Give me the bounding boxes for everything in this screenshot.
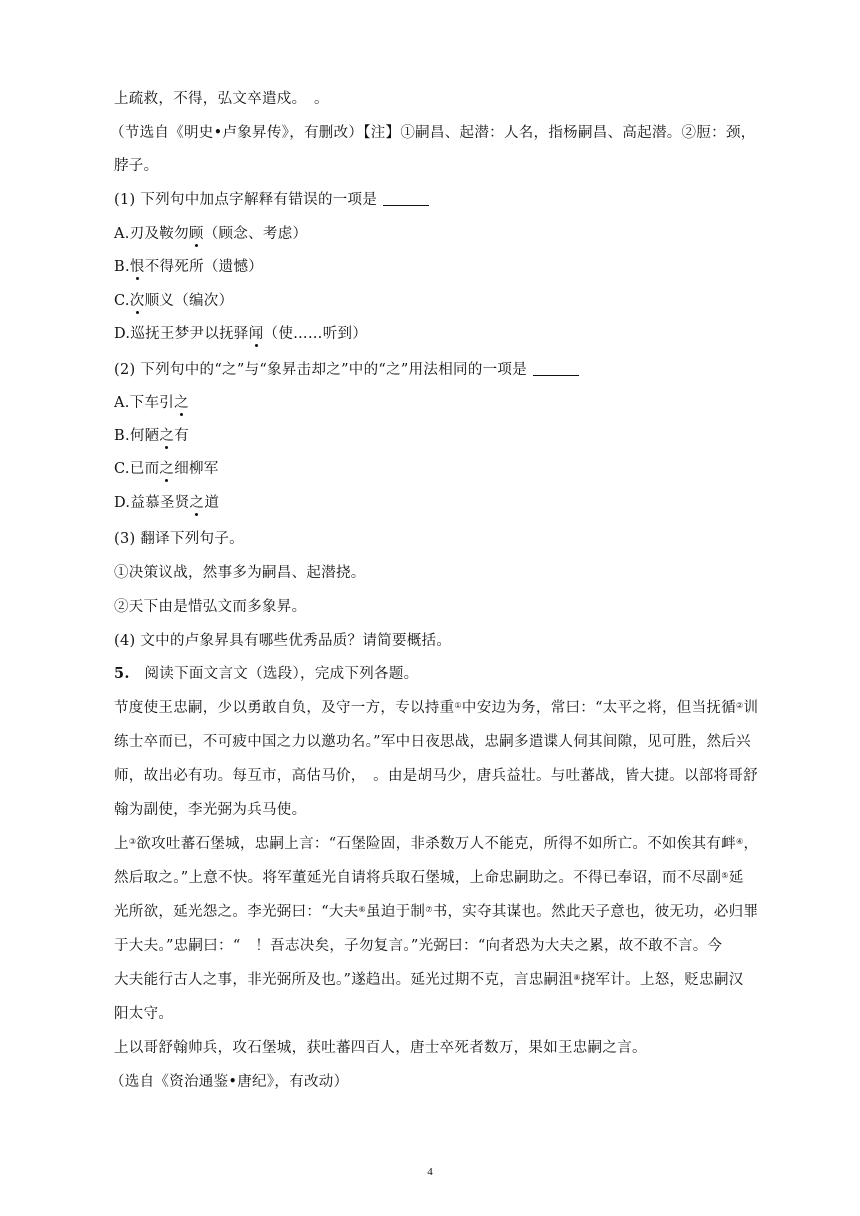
answer-blank[interactable] bbox=[383, 191, 429, 206]
dotted-char: 之 bbox=[174, 395, 189, 411]
source-note-line: （节选自《明史•卢象昇传》，有删改）【注】①嗣昌、起潜：人名，指杨嗣昌、高起潜。②脰：颈， bbox=[110, 125, 756, 141]
dotted-char: 次 bbox=[129, 293, 145, 309]
passage-line: 上以哥舒翰帅兵，攻石堡城，获吐蕃四百人，唐士卒死者数万，果如王忠嗣之言。 bbox=[114, 1040, 647, 1056]
text-line: 脖子。 bbox=[114, 158, 159, 174]
passage-line: 练士卒而已，不可疲中国之力以邀功名。”军中日夜思战，忠嗣多遣谍人伺其间隙，见可胜，然后兴 bbox=[114, 734, 751, 750]
passage-line: 然后取之。”上意不快。将军董延光自请将兵取石堡城，上命忠嗣助之。不得已奉诏，而不尽副⑤延 bbox=[114, 870, 744, 886]
passage-line: 大夫能行古人之事，非光弼所及也。”遂趋出。延光过期不克，言忠嗣沮⑧挠军计。上怒，贬忠嗣汉 bbox=[114, 972, 744, 988]
page-number: 4 bbox=[427, 1166, 433, 1178]
question-1-stem bbox=[114, 190, 429, 210]
question-1-text: (1) 下列句中加点字解释有错误的一项是 bbox=[114, 192, 378, 208]
question-1-option-a: A.刃及鞍勿顾（顾念、考虑） bbox=[114, 226, 308, 242]
question-1-option-c: C.次顺义（编次） bbox=[114, 293, 234, 309]
dotted-char: 顾 bbox=[188, 226, 204, 242]
question-5-heading bbox=[114, 664, 418, 684]
question-2-text: (2) 下列句中的“之”与“象昇击却之”中的“之”用法相同的一项是 bbox=[114, 362, 528, 378]
question-1-option-b: B.恨不得死所（遗憾） bbox=[114, 259, 264, 275]
translate-sentence-2: ②天下由是惜弘文而多象昇。 bbox=[114, 599, 307, 615]
passage-line: 节度使王忠嗣，少以勇敢自负，及守一方，专以持重①中安边为务，常曰：“太平之将，但当抚循②训 bbox=[114, 700, 759, 716]
question-4-stem: (4) 文中的卢象昇具有哪些优秀品质？请简要概括。 bbox=[114, 633, 452, 649]
passage-line: 上③欲攻吐蕃石堡城，忠嗣上言：“石堡险固，非杀数万人不能克，所得不如所亡。不如俟其有衅④， bbox=[114, 836, 759, 852]
passage-line: 翰为副使，李光弼为兵马使。 bbox=[114, 802, 307, 818]
question-3-stem: (3) 翻译下列句子。 bbox=[114, 531, 244, 547]
question-1-option-d: D.巡抚王梦尹以抚驿闻（使……听到） bbox=[114, 326, 368, 342]
question-2-option-b: B.何陋之有 bbox=[114, 428, 190, 444]
dotted-char: 闻 bbox=[248, 326, 264, 342]
question-2-stem bbox=[114, 360, 579, 380]
dotted-char: 之 bbox=[159, 428, 175, 444]
answer-blank[interactable] bbox=[533, 361, 579, 376]
dotted-char: 之 bbox=[159, 461, 175, 477]
passage-line: 光所欲，延光怨之。李光弼曰：“大夫⑥虽迫于制⑦书，实夺其谋也。然此天子意也，彼无功，必归罪 bbox=[114, 904, 759, 920]
text-line: 上疏救，不得，弘文卒遣戍。 。 bbox=[114, 91, 329, 107]
translate-sentence-1: ①决策议战，然事多为嗣昌、起潜挠。 bbox=[114, 565, 366, 581]
question-2-option-d: D.益慕圣贤之道 bbox=[114, 495, 220, 511]
passage-line: 阳太守。 bbox=[114, 1006, 174, 1022]
question-2-option-a: A.下车引之 bbox=[114, 395, 189, 411]
passage-source: （选自《资治通鉴•唐纪》，有改动） bbox=[110, 1074, 349, 1090]
dotted-char: 恨 bbox=[129, 259, 145, 275]
passage-line: 师，故出必有功。每互市，高估马价， 。由是胡马少，唐兵益壮。与吐蕃战，皆大捷。以部将哥舒 bbox=[114, 768, 758, 784]
dotted-char: 之 bbox=[189, 495, 205, 511]
question-5-text: 阅读下面文言文（选段），完成下列各题。 bbox=[144, 666, 419, 682]
question-2-option-c: C.已而之细柳军 bbox=[114, 461, 219, 477]
question-number: 5. bbox=[114, 665, 130, 682]
passage-line: 于大夫。”忠嗣曰：“ ！吾志决矣，子勿复言。”光弼曰：“向者恐为大夫之累，故不敢不言。今 bbox=[114, 938, 723, 954]
